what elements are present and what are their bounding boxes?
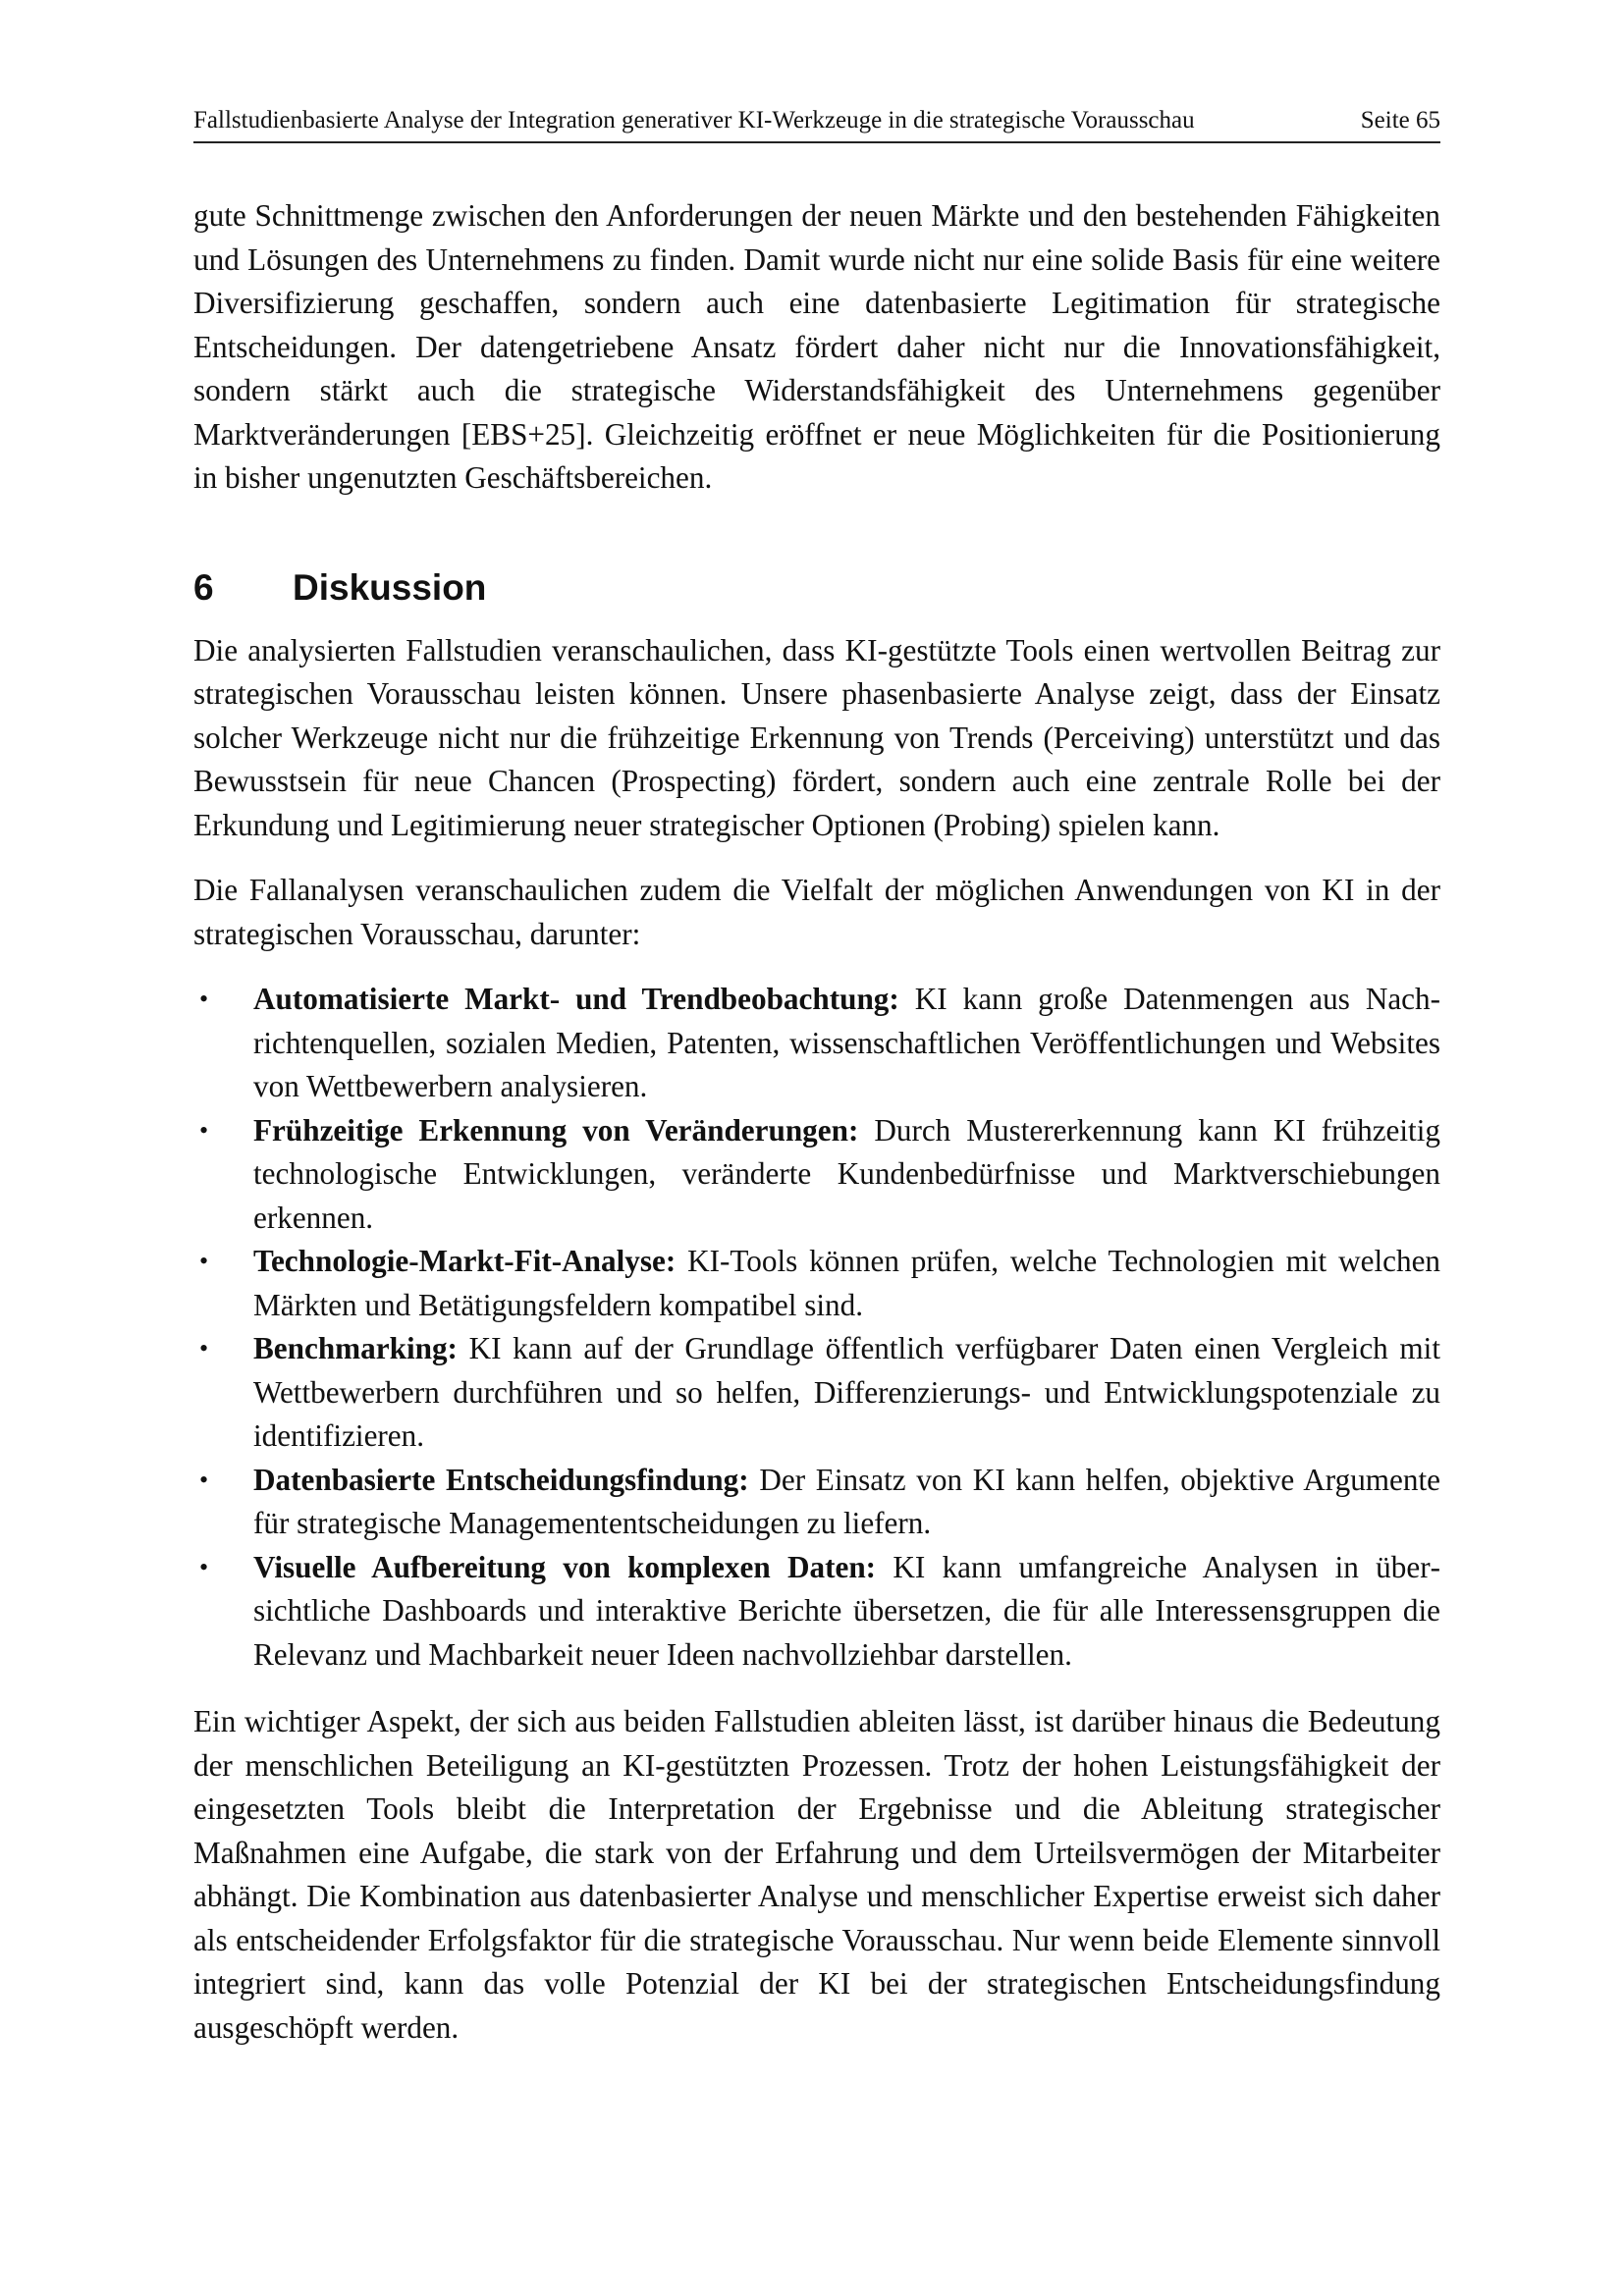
list-item-text: KI-Tools können prüfen, welche Technologien mit welchen Märkten und Betätigungsfeldern kompatibel sind. [253, 1244, 1440, 1322]
bullet-icon: • [199, 1115, 209, 1145]
intro-paragraph: gute Schnittmenge zwischen den Anforderungen der neuen Märkte und den bestehenden Fähigkeiten und Lösungen des Unternehmens zu finden. Damit wurde nicht nur eine solide Basis für eine weitere Diversifizierung geschaffen, sondern auch eine datenbasierte Legitimation für strategische Entscheidungen. Der datengetriebene Ansatz fördert daher nicht nur die Innovationsfähigkeit, sondern stärkt auch die strategische Widerstandsfähigkeit des Unternehmens gegenüber Marktveränderungen [EBS+25]. Gleichzeitig eröffnet er neue Möglichkeiten für die Positionierung in bisher ungenutzten Geschäftsbereichen. [193, 198, 1440, 495]
section-title: Diskussion [293, 566, 487, 608]
list-item-label: Visuelle Aufbereitung von komplexen Daten: [253, 1549, 877, 1584]
section-heading [193, 501, 1440, 629]
discussion-paragraph-2: Die Fallanalysen veranschaulichen zudem die Vielfalt der möglichen Anwendungen von KI in der strategischen Vorausschau, darunter: [193, 873, 1440, 951]
list-item-text: KI kann umfangreiche Analysen in übersichtliche Dashboards und interaktive Berichte übersetzen, die für alle Interessensgruppen die Relevanz und Machbarkeit neuer Ideen nachvollziehbar darstellen. [253, 1549, 1440, 1672]
bullet-icon: • [199, 1247, 209, 1275]
running-header [193, 106, 1440, 143]
bullet-icon: • [199, 1465, 209, 1494]
closing-paragraph: Ein wichtiger Aspekt, der sich aus beiden Fallstudien ableiten lässt, ist darüber hinaus die Bedeutung der menschlichen Beteiligung an KI-gestützten Prozessen. Trotz der hohen Leistungsfähigkeit der eingesetzten Tools bleibt die Interpretation der Ergebnisse und die Ableitung strategischer Maßnahmen eine Aufgabe, die stark von der Erfahrung und dem Urteilsvermögen der Mitarbeiter abhängt. Die Kombination aus datenbasierter Analyse und menschlicher Expertise erweist sich daher als entscheidender Erfolgsfaktor für die strategische Vorausschau. Nur wenn beide Elemente sinnvoll integriert sind, kann das volle Potenzial der KI bei der strategischen Entscheidungsfindung ausgeschöpft werden. [193, 1704, 1440, 2045]
list-item-label: Benchmarking: [253, 1331, 458, 1365]
list-item-label: Technologie-Markt-Fit-Analyse: [253, 1244, 677, 1278]
running-title: Fallstudienbasierte Analyse der Integration generativer KI-Werkzeuge in die strategische Vorausschau [193, 107, 1195, 133]
page-number: Seite 65 [1360, 107, 1440, 133]
main-content [193, 194, 1440, 2050]
list-item-label: Frühzeitige Erkennung von Veränderungen: [253, 1112, 859, 1148]
bullet-icon: • [199, 985, 209, 1013]
list-item [193, 1546, 1440, 1678]
list-item [193, 978, 1440, 1109]
list-item-text: Durch Mustererkennung kann KI frühzeitig technologische Entwicklungen, veränderte Kundenbedürfnisse und Marktverschiebungen erkennen. [253, 1112, 1440, 1235]
list-item-text: Der Einsatz von KI kann helfen, objektive Argumente für strategische Managemententscheidungen zu liefern. [253, 1462, 1440, 1540]
application-list [193, 978, 1440, 1677]
bullet-icon: • [199, 1334, 209, 1362]
list-item [193, 1459, 1440, 1546]
list-item-text: KI kann auf der Grundlage öffentlich verfügbarer Daten einen Vergleich mit Wettbewerbern durchführen und so helfen, Differenzierungs- und Entwicklungspotenziale zu identifizieren. [253, 1331, 1440, 1453]
list-item-label: Automatisierte Markt- und Trendbeobachtung: [253, 982, 899, 1016]
section-number: 6 [193, 566, 214, 608]
list-item [193, 1240, 1440, 1327]
list-item [193, 1109, 1440, 1241]
list-item-text: KI kann große Datenmengen aus Nachrichtenquellen, sozialen Medien, Patenten, wissenschaftlichen Veröffentlichungen und Websites von Wettbewerbern analysieren. [253, 982, 1441, 1103]
list-item-label: Datenbasierte Entscheidungsfindung: [253, 1462, 749, 1497]
bullet-icon: • [199, 1552, 209, 1581]
discussion-paragraph-1: Die analysierten Fallstudien veranschaulichen, dass KI-gestützte Tools einen wertvollen Beitrag zur strategischen Vorausschau leisten können. Unsere phasenbasierte Analyse zeigt, dass der Einsatz solcher Werkzeuge nicht nur die frühzeitige Erkennung von Trends (Perceiving) unterstützt und das Bewusstsein für neue Chancen (Prospecting) fördert, sondern auch eine zentrale Rolle bei der Erkundung und Legitimierung neuer strategischer Optionen (Probing) spielen kann. [193, 632, 1440, 842]
list-item [193, 1327, 1440, 1459]
